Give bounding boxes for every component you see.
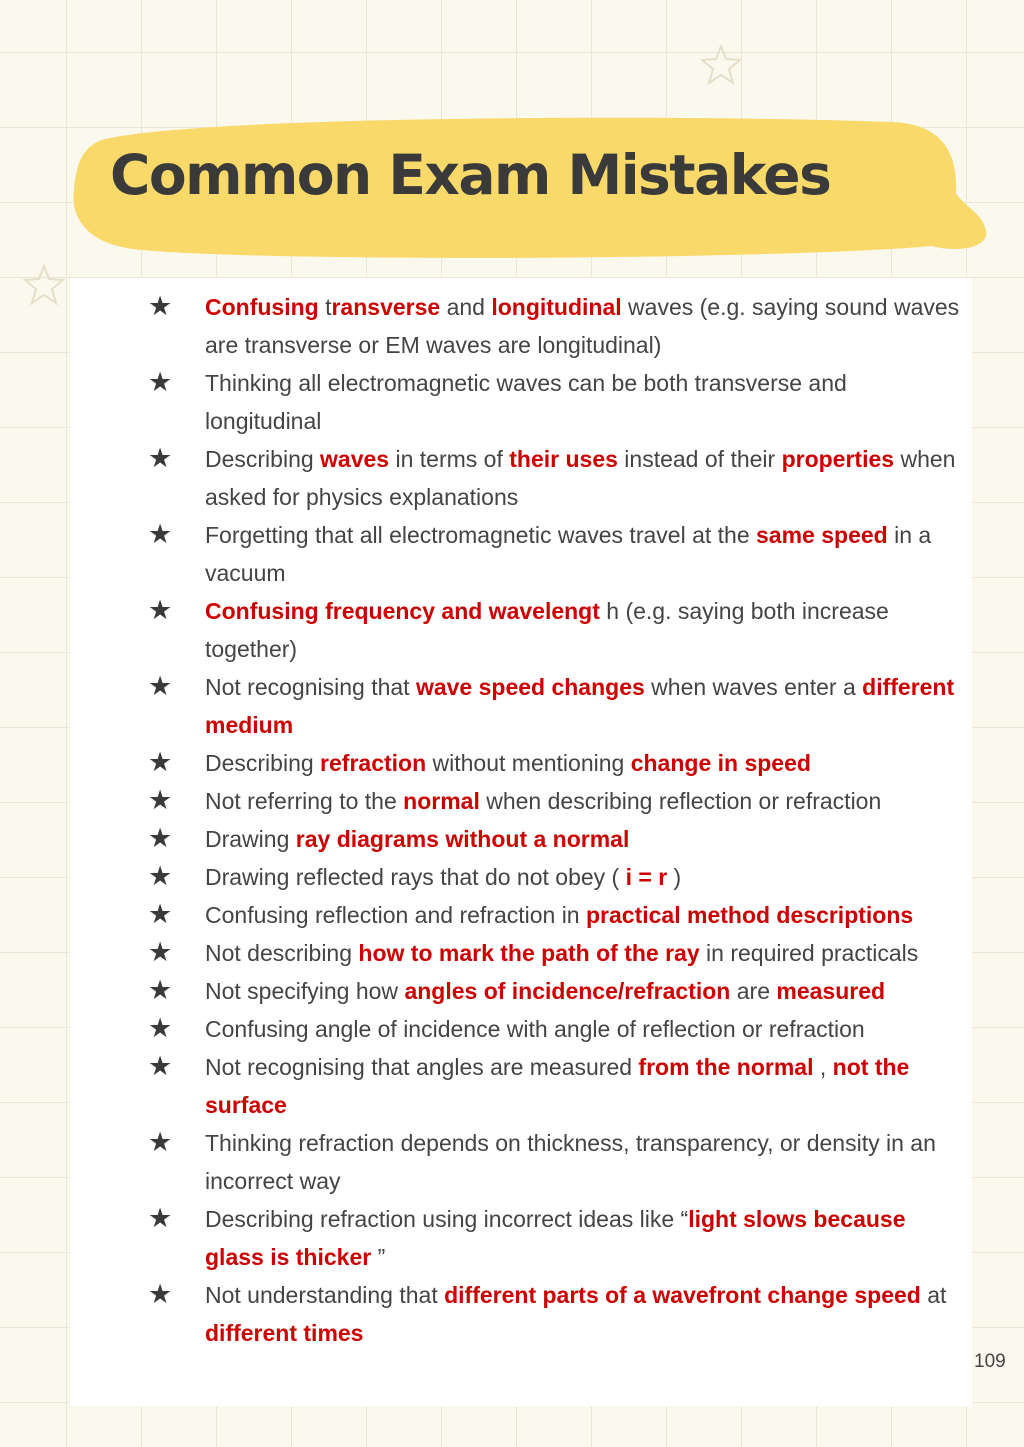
text-segment: t — [318, 294, 332, 320]
star-bullet-icon: ★ — [148, 785, 173, 816]
text-segment: when waves enter a — [644, 674, 863, 700]
list-item — [148, 592, 964, 668]
list-item-text — [205, 940, 918, 966]
highlighted-term: longitudinal — [491, 294, 622, 320]
star-bullet-icon: ★ — [148, 1051, 173, 1082]
text-segment: in terms of — [389, 446, 510, 472]
star-outline-icon — [700, 44, 742, 86]
text-segment: Describing — [205, 446, 321, 472]
list-item — [148, 364, 964, 440]
highlighted-term: ransverse — [331, 294, 441, 320]
highlighted-term: Confusing — [205, 294, 319, 320]
text-segment: , — [813, 1054, 833, 1080]
highlighted-term: how to mark the path of the ray — [358, 940, 700, 966]
star-bullet-icon: ★ — [148, 823, 173, 854]
highlighted-term: their uses — [509, 446, 618, 472]
text-segment: Not understanding that — [205, 1282, 445, 1308]
text-segment: in a vacuum — [205, 522, 932, 586]
highlighted-term: wave speed changes — [415, 674, 645, 700]
list-item — [148, 782, 964, 820]
text-segment: Not referring to the — [205, 788, 404, 814]
list-item — [148, 744, 964, 782]
star-bullet-icon: ★ — [148, 937, 173, 968]
text-segment: at — [920, 1282, 947, 1308]
highlighted-term: different medium — [205, 674, 955, 738]
highlighted-term: refraction — [320, 750, 427, 776]
list-item — [148, 288, 964, 364]
list-item-text — [205, 294, 959, 358]
page-number: 109 — [974, 1351, 1006, 1372]
highlighted-term: from the normal — [638, 1054, 814, 1080]
text-segment: Not specifying how — [205, 978, 405, 1004]
text-segment: and — [440, 294, 492, 320]
list-item-text — [205, 902, 913, 928]
list-item — [148, 668, 964, 744]
text-segment: Confusing angle of incidence with angle of reflection or refraction — [205, 1016, 865, 1042]
list-item — [148, 1200, 964, 1276]
text-segment: waves (e.g. saying sound waves are transverse or EM waves are longitudinal) — [205, 294, 960, 358]
text-segment: Not recognising that angles are measured — [205, 1054, 639, 1080]
highlighted-term: different parts of a wavefront change speed — [444, 1282, 921, 1308]
highlighted-term: practical method descriptions — [586, 902, 914, 928]
text-segment: Not recognising that — [205, 674, 416, 700]
text-segment: when describing reflection or refraction — [479, 788, 882, 814]
highlighted-term: change in speed — [630, 750, 811, 776]
star-bullet-icon: ★ — [148, 1013, 173, 1044]
text-segment: Describing — [205, 750, 321, 776]
list-item — [148, 820, 964, 858]
text-segment: ) — [667, 864, 682, 890]
list-item-text — [205, 864, 681, 890]
list-item-text — [205, 446, 955, 510]
highlighted-term: i = r — [625, 864, 668, 890]
highlighted-term: light slows because glass is thicker — [205, 1206, 906, 1270]
highlighted-term: Confusing frequency and wavelengt — [205, 598, 600, 624]
text-segment: without mentioning — [426, 750, 631, 776]
page-title: Common Exam Mistakes — [110, 143, 831, 207]
list-item-text — [205, 598, 889, 662]
star-bullet-icon: ★ — [148, 861, 173, 892]
text-segment: are — [730, 978, 777, 1004]
highlighted-term: properties — [781, 446, 895, 472]
list-item-text — [205, 1016, 865, 1042]
highlighted-term: not the surface — [205, 1054, 910, 1118]
list-item-text — [205, 788, 881, 814]
star-bullet-icon: ★ — [148, 747, 173, 778]
star-outline-icon — [22, 264, 66, 306]
highlighted-term: ray diagrams — [295, 826, 439, 852]
list-item — [148, 1048, 964, 1124]
star-bullet-icon: ★ — [148, 367, 173, 398]
list-item — [148, 440, 964, 516]
highlighted-term: same speed — [756, 522, 888, 548]
list-item-text — [205, 1206, 906, 1270]
star-bullet-icon: ★ — [148, 671, 173, 702]
list-item — [148, 896, 964, 934]
highlighted-term: normal — [403, 788, 480, 814]
list-item-text — [205, 826, 629, 852]
text-segment: in required practicals — [699, 940, 919, 966]
star-bullet-icon: ★ — [148, 1127, 173, 1158]
text-segment: Thinking all electromagnetic waves can be both transverse and longitudinal — [205, 370, 847, 434]
highlighted-term: measured — [776, 978, 886, 1004]
list-item-text — [205, 674, 954, 738]
list-item — [148, 858, 964, 896]
list-item-text — [205, 1130, 936, 1194]
star-bullet-icon: ★ — [148, 1279, 173, 1310]
star-bullet-icon: ★ — [148, 975, 173, 1006]
text-segment: Confusing reflection and refraction in — [205, 902, 586, 928]
star-bullet-icon: ★ — [148, 519, 173, 550]
highlighted-term: without a normal — [445, 826, 630, 852]
list-item-text — [205, 1282, 946, 1346]
list-item — [148, 1124, 964, 1200]
list-item — [148, 934, 964, 972]
star-bullet-icon: ★ — [148, 595, 173, 626]
list-item — [148, 516, 964, 592]
text-segment: Drawing reflected rays that do not obey ( — [205, 864, 626, 890]
highlighted-term: angles of incidence/refraction — [404, 978, 731, 1004]
star-bullet-icon: ★ — [148, 443, 173, 474]
list-item-text — [205, 1054, 909, 1118]
list-item-text — [205, 978, 885, 1004]
list-item-text — [205, 750, 811, 776]
text-segment: instead of their — [617, 446, 782, 472]
highlighted-term: waves — [320, 446, 390, 472]
text-segment: Drawing — [205, 826, 296, 852]
list-item — [148, 1010, 964, 1048]
text-segment: Describing refraction using incorrect ideas like “ — [205, 1206, 689, 1232]
list-item-text — [205, 370, 847, 434]
text-segment: ” — [371, 1244, 386, 1270]
list-item — [148, 1276, 964, 1352]
star-bullet-icon: ★ — [148, 291, 173, 322]
text-segment: h (e.g. saying both increase together) — [205, 598, 889, 662]
star-bullet-icon: ★ — [148, 899, 173, 930]
text-segment: Thinking refraction depends on thickness, transparency, or density in an incorrect way — [205, 1130, 936, 1194]
list-item — [148, 972, 964, 1010]
list-item-text — [205, 522, 931, 586]
text-segment: Not describing — [205, 940, 359, 966]
mistakes-list — [148, 288, 964, 1352]
text-segment: Forgetting that all electromagnetic waves travel at the — [205, 522, 757, 548]
text-segment: when asked for physics explanations — [205, 446, 956, 510]
star-bullet-icon: ★ — [148, 1203, 173, 1234]
highlighted-term: different times — [205, 1320, 364, 1346]
